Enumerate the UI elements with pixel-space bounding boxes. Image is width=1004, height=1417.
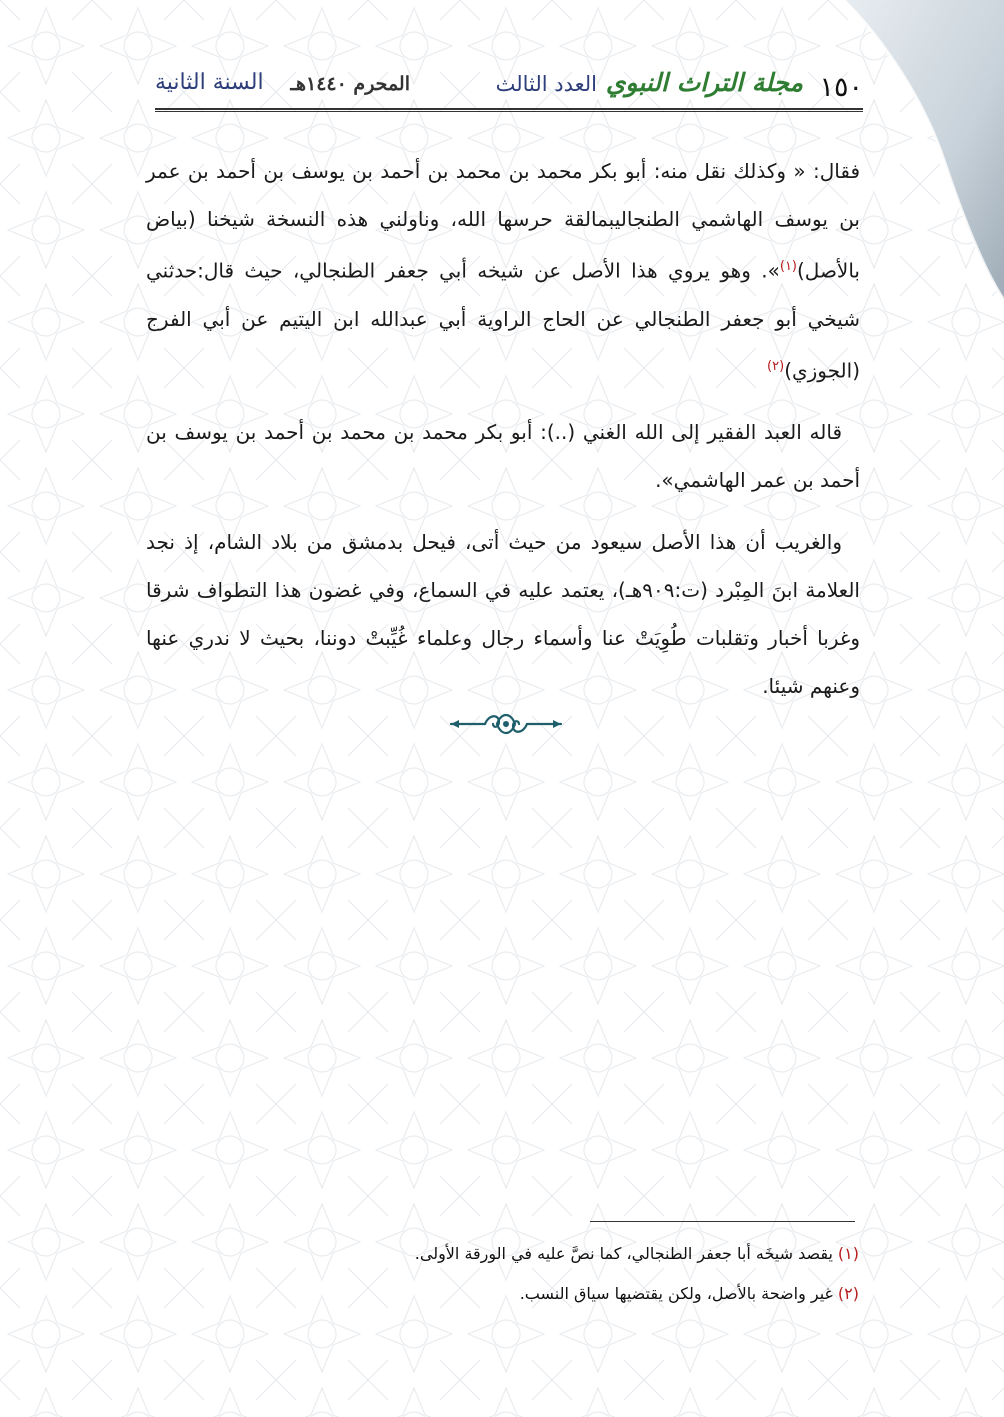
paragraph-3: والغريب أن هذا الأصل سيعود من حيث أتى، فيحل بدمشق من بلاد الشام، إذ نجد العلامة ابنَ المِبْرد (ت:٩٠٩هـ)، يعتمد عليه في السماع، وفي غضون هذا التطواف شرقا وغربا أخبار وتقلبات طُوِيَتْ عنا وأسماء رجال وعلماء غُيِّبتْ دوننا، بحيث لا ندري عنها وعنهم شيئا. xyxy=(146,530,860,699)
footnote-2-number: (٢) xyxy=(837,1284,859,1303)
page-header xyxy=(155,62,863,108)
section-divider-ornament xyxy=(447,708,565,740)
footnote-2-text: غير واضحة بالأصل، ولكن يقتضيها سياق النسب. xyxy=(519,1284,833,1303)
footnote-divider xyxy=(590,1221,855,1222)
footnote-ref-2[interactable]: (٢) xyxy=(767,358,785,374)
paragraph-1-part-2: ». وهو يروي هذا الأصل عن شيخه أبي جعفر الطنجالي، حيث قال:حدثني شيخي أبو جعفر الطنجالي عن الحاج الراوية أبي عبدالله ابن اليتيم عن أبي الفرج (الجوزي) xyxy=(146,258,860,383)
issue-date: المحرم ١٤٤٠هـ xyxy=(290,73,410,95)
footnote-ref-1[interactable]: (١) xyxy=(779,259,797,274)
issue-label: العدد الثالث xyxy=(495,72,597,96)
footnote-1-text: يقصد شيخَه أبا جعفر الطنجالي، كما نصَّ عليه في الورقة الأولى. xyxy=(414,1244,833,1263)
header-divider xyxy=(155,108,863,112)
paragraph-1 xyxy=(146,147,860,394)
footnote-1-number: (١) xyxy=(837,1244,859,1263)
footnotes xyxy=(380,1234,859,1314)
page-number: ١٥٠ xyxy=(819,72,863,103)
year-label: السنة الثانية xyxy=(155,70,264,95)
footnote-2 xyxy=(380,1274,859,1314)
paragraph-1-part-1: فقال: « وكذلك نقل منه: أبو بكر محمد بن محمد بن أحمد بن يوسف بن أحمد بن عمر بن يوسف الهاشمي الطنجاليبمالقة حرسها الله، وناولني هذه النسخة شيخنا (بياض بالأصل) xyxy=(146,159,860,283)
body-text xyxy=(146,147,860,724)
paragraph-2: قاله العبد الفقير إلى الله الغني (..): أبو بكر محمد بن محمد بن أحمد بن يوسف بن أحمد بن عمر الهاشمي». xyxy=(146,420,860,493)
footnote-1 xyxy=(380,1234,859,1274)
journal-title: مجلة التراث النبوي xyxy=(605,68,803,97)
